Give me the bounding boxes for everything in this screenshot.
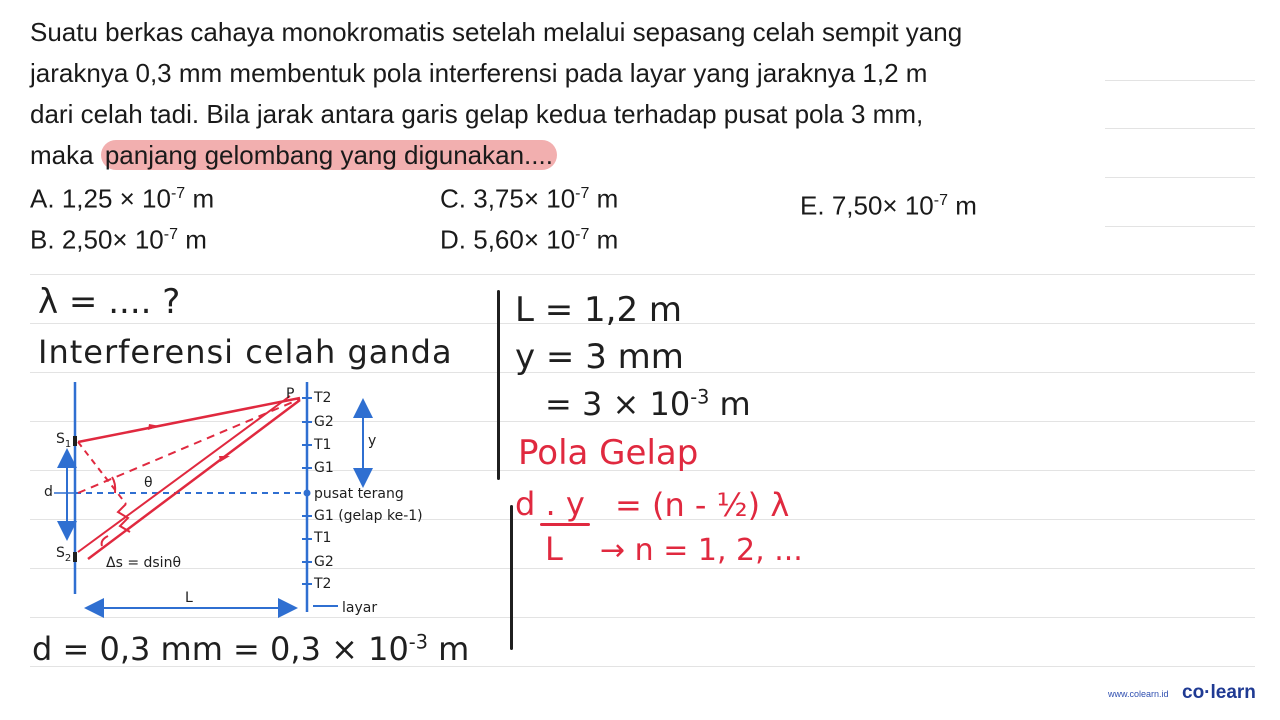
ray-s2 xyxy=(88,400,300,559)
option-c[interactable]: C. $3,75\times 10^{-7}$ m xyxy=(440,183,619,214)
brand-site: www.colearn.id xyxy=(1108,689,1169,699)
question-text xyxy=(30,12,1110,176)
d-given: d = 0,3 mm = $0,3 \times 10^{-3}$ m xyxy=(32,630,470,668)
question-line-1: Suatu berkas cahaya monokromatis setelah melalui sepasang celah sempit yang xyxy=(30,17,963,47)
fringe-label-T2-top: T2 xyxy=(314,390,332,406)
option-e[interactable]: E. $7,50\times 10^{-7}$ m xyxy=(800,190,977,221)
notes-heading: Interferensi celah ganda xyxy=(38,333,453,371)
label-P: P xyxy=(286,386,295,402)
ray-s1 xyxy=(78,398,300,442)
ray-s2-edge xyxy=(78,396,290,552)
n-values: → n = 1, 2, ... xyxy=(600,533,803,568)
formula-numerator: d . y xyxy=(515,485,585,523)
label-S1: $S_1$ xyxy=(56,431,72,450)
question-line-4-start: maka xyxy=(30,140,94,170)
notes-divider-bottom xyxy=(510,505,513,650)
y-converted: = $3 \times 10^{-3}$ m xyxy=(545,385,751,423)
brand-logo: co·learn xyxy=(1182,682,1256,703)
label-L: L xyxy=(185,590,193,606)
pola-gelap-heading: Pola Gelap xyxy=(518,433,699,473)
option-d[interactable]: D. $5,60\times 10^{-7}$ m xyxy=(440,224,619,255)
fringe-label-G2-top: G2 xyxy=(314,414,334,430)
y-given: y = 3 mm xyxy=(515,337,684,377)
formula-fraction-bar xyxy=(540,523,590,526)
label-delta-s: Δs = dsinθ xyxy=(106,555,182,571)
question-line-3: dari celah tadi. Bila jarak antara garis gelap kedua terhadap pusat pola 3 mm, xyxy=(30,99,924,129)
ray-s2-arrow xyxy=(219,456,230,462)
question-line-4 xyxy=(30,135,1110,176)
label-S2: $S_2$ xyxy=(56,545,72,564)
formula-denominator: L xyxy=(545,530,563,568)
center-bright-dot xyxy=(304,490,311,497)
fringe-label-G2-bottom: G2 xyxy=(314,554,334,570)
fringe-label-T1-bottom: T1 xyxy=(314,530,332,546)
question-highlight: panjang gelombang yang digunakan.... xyxy=(101,140,557,170)
screen-label: layar xyxy=(342,600,378,616)
lambda-question: λ = .... ? xyxy=(38,282,181,322)
fringe-label-G1-top: G1 xyxy=(314,460,334,476)
question-line-2: jaraknya 0,3 mm membentuk pola interferensi pada layar yang jaraknya 1,2 m xyxy=(30,58,928,88)
fringe-label-center: pusat terang xyxy=(314,486,404,502)
fringe-label-T1-top: T1 xyxy=(314,437,332,453)
label-d: d xyxy=(44,484,53,500)
option-a[interactable]: A. $1,25 \times 10^{-7}$ m xyxy=(30,183,215,214)
L-given: L = 1,2 m xyxy=(515,290,683,330)
formula-rhs: = (n - ½) λ xyxy=(615,486,790,524)
path-perpendicular xyxy=(78,442,126,504)
label-y: y xyxy=(368,433,377,449)
option-b[interactable]: B. $2,50\times 10^{-7}$ m xyxy=(30,224,207,255)
fringe-label-T2-bottom: T2 xyxy=(314,576,332,592)
fringe-label-G1-bottom: G1 (gelap ke-1) xyxy=(314,508,423,524)
label-theta: θ xyxy=(144,475,153,491)
notes-divider-top xyxy=(497,290,500,480)
double-slit-diagram xyxy=(30,382,490,622)
